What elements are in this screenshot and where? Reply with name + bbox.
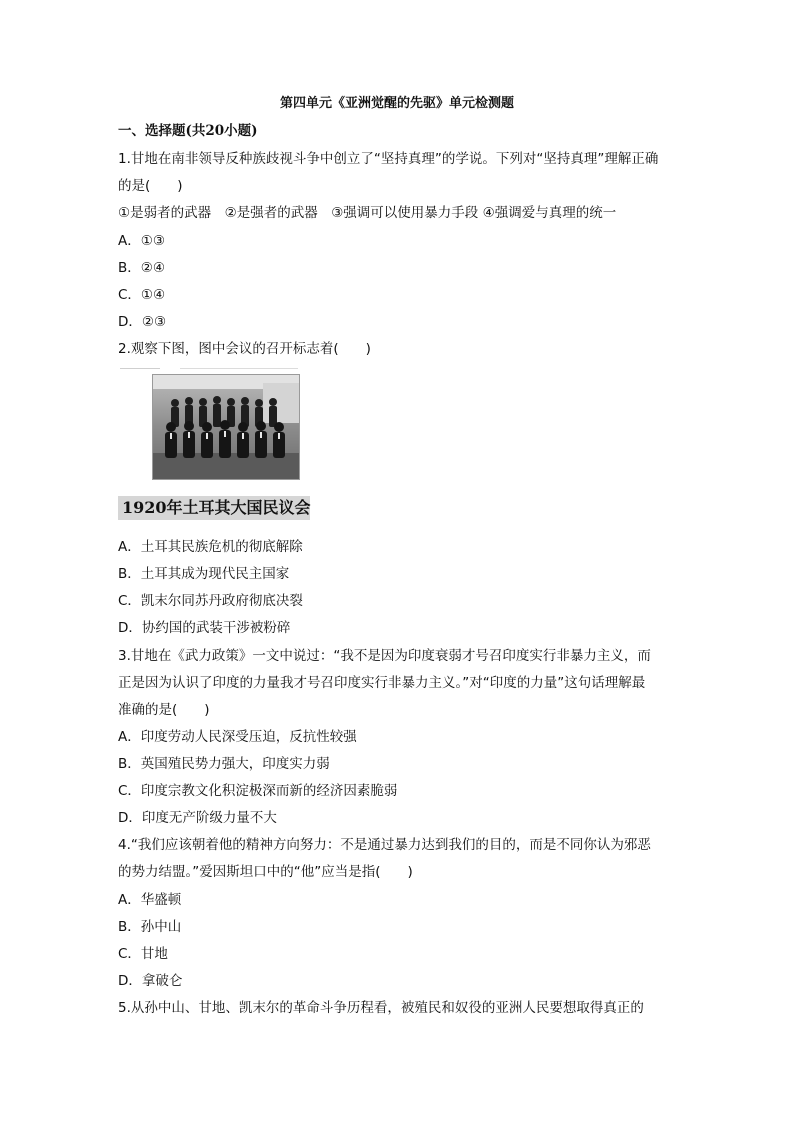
- q3-option-c[interactable]: C．印度宗教文化积淀极深而新的经济因素脆弱: [118, 783, 398, 799]
- q3-stem-line-3: 准确的是( ): [118, 702, 210, 718]
- group-photo-image: [153, 375, 299, 479]
- q2-option-c[interactable]: C．凯末尔同苏丹政府彻底决裂: [118, 593, 303, 609]
- photo-caption: 1920年土耳其大国民议会: [118, 496, 310, 520]
- q4-stem-line-2: 的势力结盟。”爱因斯坦口中的“他”应当是指( ): [118, 864, 413, 880]
- q5-stem-line-1: 5.从孙中山、甘地、凯末尔的革命斗争历程看，被殖民和奴役的亚洲人民要想取得真正的: [118, 1000, 644, 1016]
- section-heading: 一、选择题(共20小题): [118, 123, 258, 139]
- q1-option-b[interactable]: B．②④: [118, 260, 165, 276]
- assembly-photo: [152, 374, 300, 480]
- q3-stem-line-1: 3.甘地在《武力政策》一文中说过：“我不是因为印度衰弱才号召印度实行非暴力主义，而: [118, 648, 651, 664]
- q1-option-d[interactable]: D．②③: [118, 314, 167, 330]
- q3-stem-line-2: 正是因为认识了印度的力量我才号召印度实行非暴力主义。”对“印度的力量”这句话理解最: [118, 675, 646, 691]
- q4-option-d[interactable]: D．拿破仑: [118, 973, 183, 989]
- q1-option-c[interactable]: C．①④: [118, 287, 166, 303]
- q1-stem-line-1: 1.甘地在南非领导反种族歧视斗争中创立了“坚持真理”的学说。下列对“坚持真理”理解正确: [118, 151, 659, 167]
- q4-option-c[interactable]: C．甘地: [118, 946, 168, 962]
- q4-stem-line-1: 4.“我们应该朝着他的精神方向努力：不是通过暴力达到我们的目的，而是不同你认为邪恶: [118, 837, 651, 853]
- q1-option-a[interactable]: A．①③: [118, 233, 165, 249]
- q3-option-d[interactable]: D．印度无产阶级力量不大: [118, 810, 277, 826]
- q3-option-b[interactable]: B．英国殖民势力强大，印度实力弱: [118, 756, 330, 772]
- page-title: 第四单元《亚洲觉醒的先驱》单元检测题: [279, 96, 514, 111]
- q2-option-d[interactable]: D．协约国的武装干涉被粉碎: [118, 620, 291, 636]
- q2-option-a[interactable]: A．土耳其民族危机的彻底解除: [118, 539, 303, 555]
- q2-option-b[interactable]: B．土耳其成为现代民主国家: [118, 566, 290, 582]
- scan-artifact: [120, 367, 298, 370]
- q3-option-a[interactable]: A．印度劳动人民深受压迫，反抗性较强: [118, 729, 357, 745]
- q4-option-a[interactable]: A．华盛顿: [118, 892, 182, 908]
- q1-stem-line-3: ①是弱者的武器 ②是强者的武器 ③强调可以使用暴力手段 ④强调爱与真理的统一: [118, 205, 617, 221]
- q2-stem-line-1: 2.观察下图，图中会议的召开标志着( ): [118, 341, 371, 357]
- q1-stem-line-2: 的是( ): [118, 178, 183, 194]
- q4-option-b[interactable]: B．孙中山: [118, 919, 182, 935]
